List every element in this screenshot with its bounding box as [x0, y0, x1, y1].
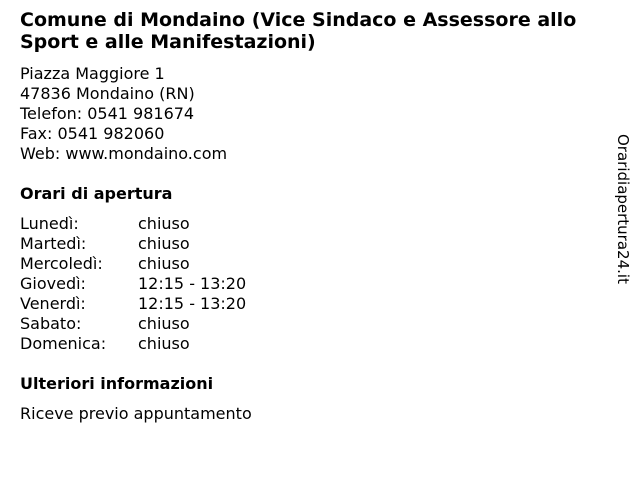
- hours-row-thursday: [20, 274, 246, 294]
- hours-row-sunday: [20, 334, 246, 354]
- site-watermark: Oraridiapertura24.it: [614, 134, 632, 284]
- day-name: Lunedì:: [20, 214, 79, 233]
- day-name: Mercoledì:: [20, 254, 103, 273]
- day-name: Venerdì:: [20, 294, 86, 313]
- page-title: Comune di Mondaino (Vice Sindaco e Assessore allo Sport e alle Manifestazioni): [20, 9, 577, 53]
- more-info-heading: Ulteriori informazioni: [20, 374, 214, 393]
- day-name: Sabato:: [20, 314, 82, 333]
- day-hours: chiuso: [138, 314, 190, 333]
- phone-number: Telefon: 0541 981674: [20, 104, 195, 123]
- day-hours: chiuso: [138, 254, 190, 273]
- more-info-text: Riceve previo appuntamento: [20, 404, 252, 423]
- street-address: Piazza Maggiore 1: [20, 64, 165, 83]
- website: Web: www.mondaino.com: [20, 144, 228, 163]
- hours-row-wednesday: [20, 254, 246, 274]
- address-block: [20, 64, 227, 164]
- hours-row-friday: [20, 294, 246, 314]
- day-hours: chiuso: [138, 214, 190, 233]
- hours-row-saturday: [20, 314, 246, 334]
- fax-number: Fax: 0541 982060: [20, 124, 165, 143]
- hours-row-tuesday: [20, 234, 246, 254]
- city-address: 47836 Mondaino (RN): [20, 84, 195, 103]
- day-hours: 12:15 - 13:20: [138, 294, 247, 313]
- opening-hours-table: [20, 214, 246, 354]
- day-hours: chiuso: [138, 334, 190, 353]
- day-name: Domenica:: [20, 334, 107, 353]
- day-name: Martedì:: [20, 234, 87, 253]
- day-hours: 12:15 - 13:20: [138, 274, 247, 293]
- day-hours: chiuso: [138, 234, 190, 253]
- hours-row-monday: [20, 214, 246, 234]
- opening-hours-heading: Orari di apertura: [20, 184, 173, 203]
- day-name: Giovedì:: [20, 274, 86, 293]
